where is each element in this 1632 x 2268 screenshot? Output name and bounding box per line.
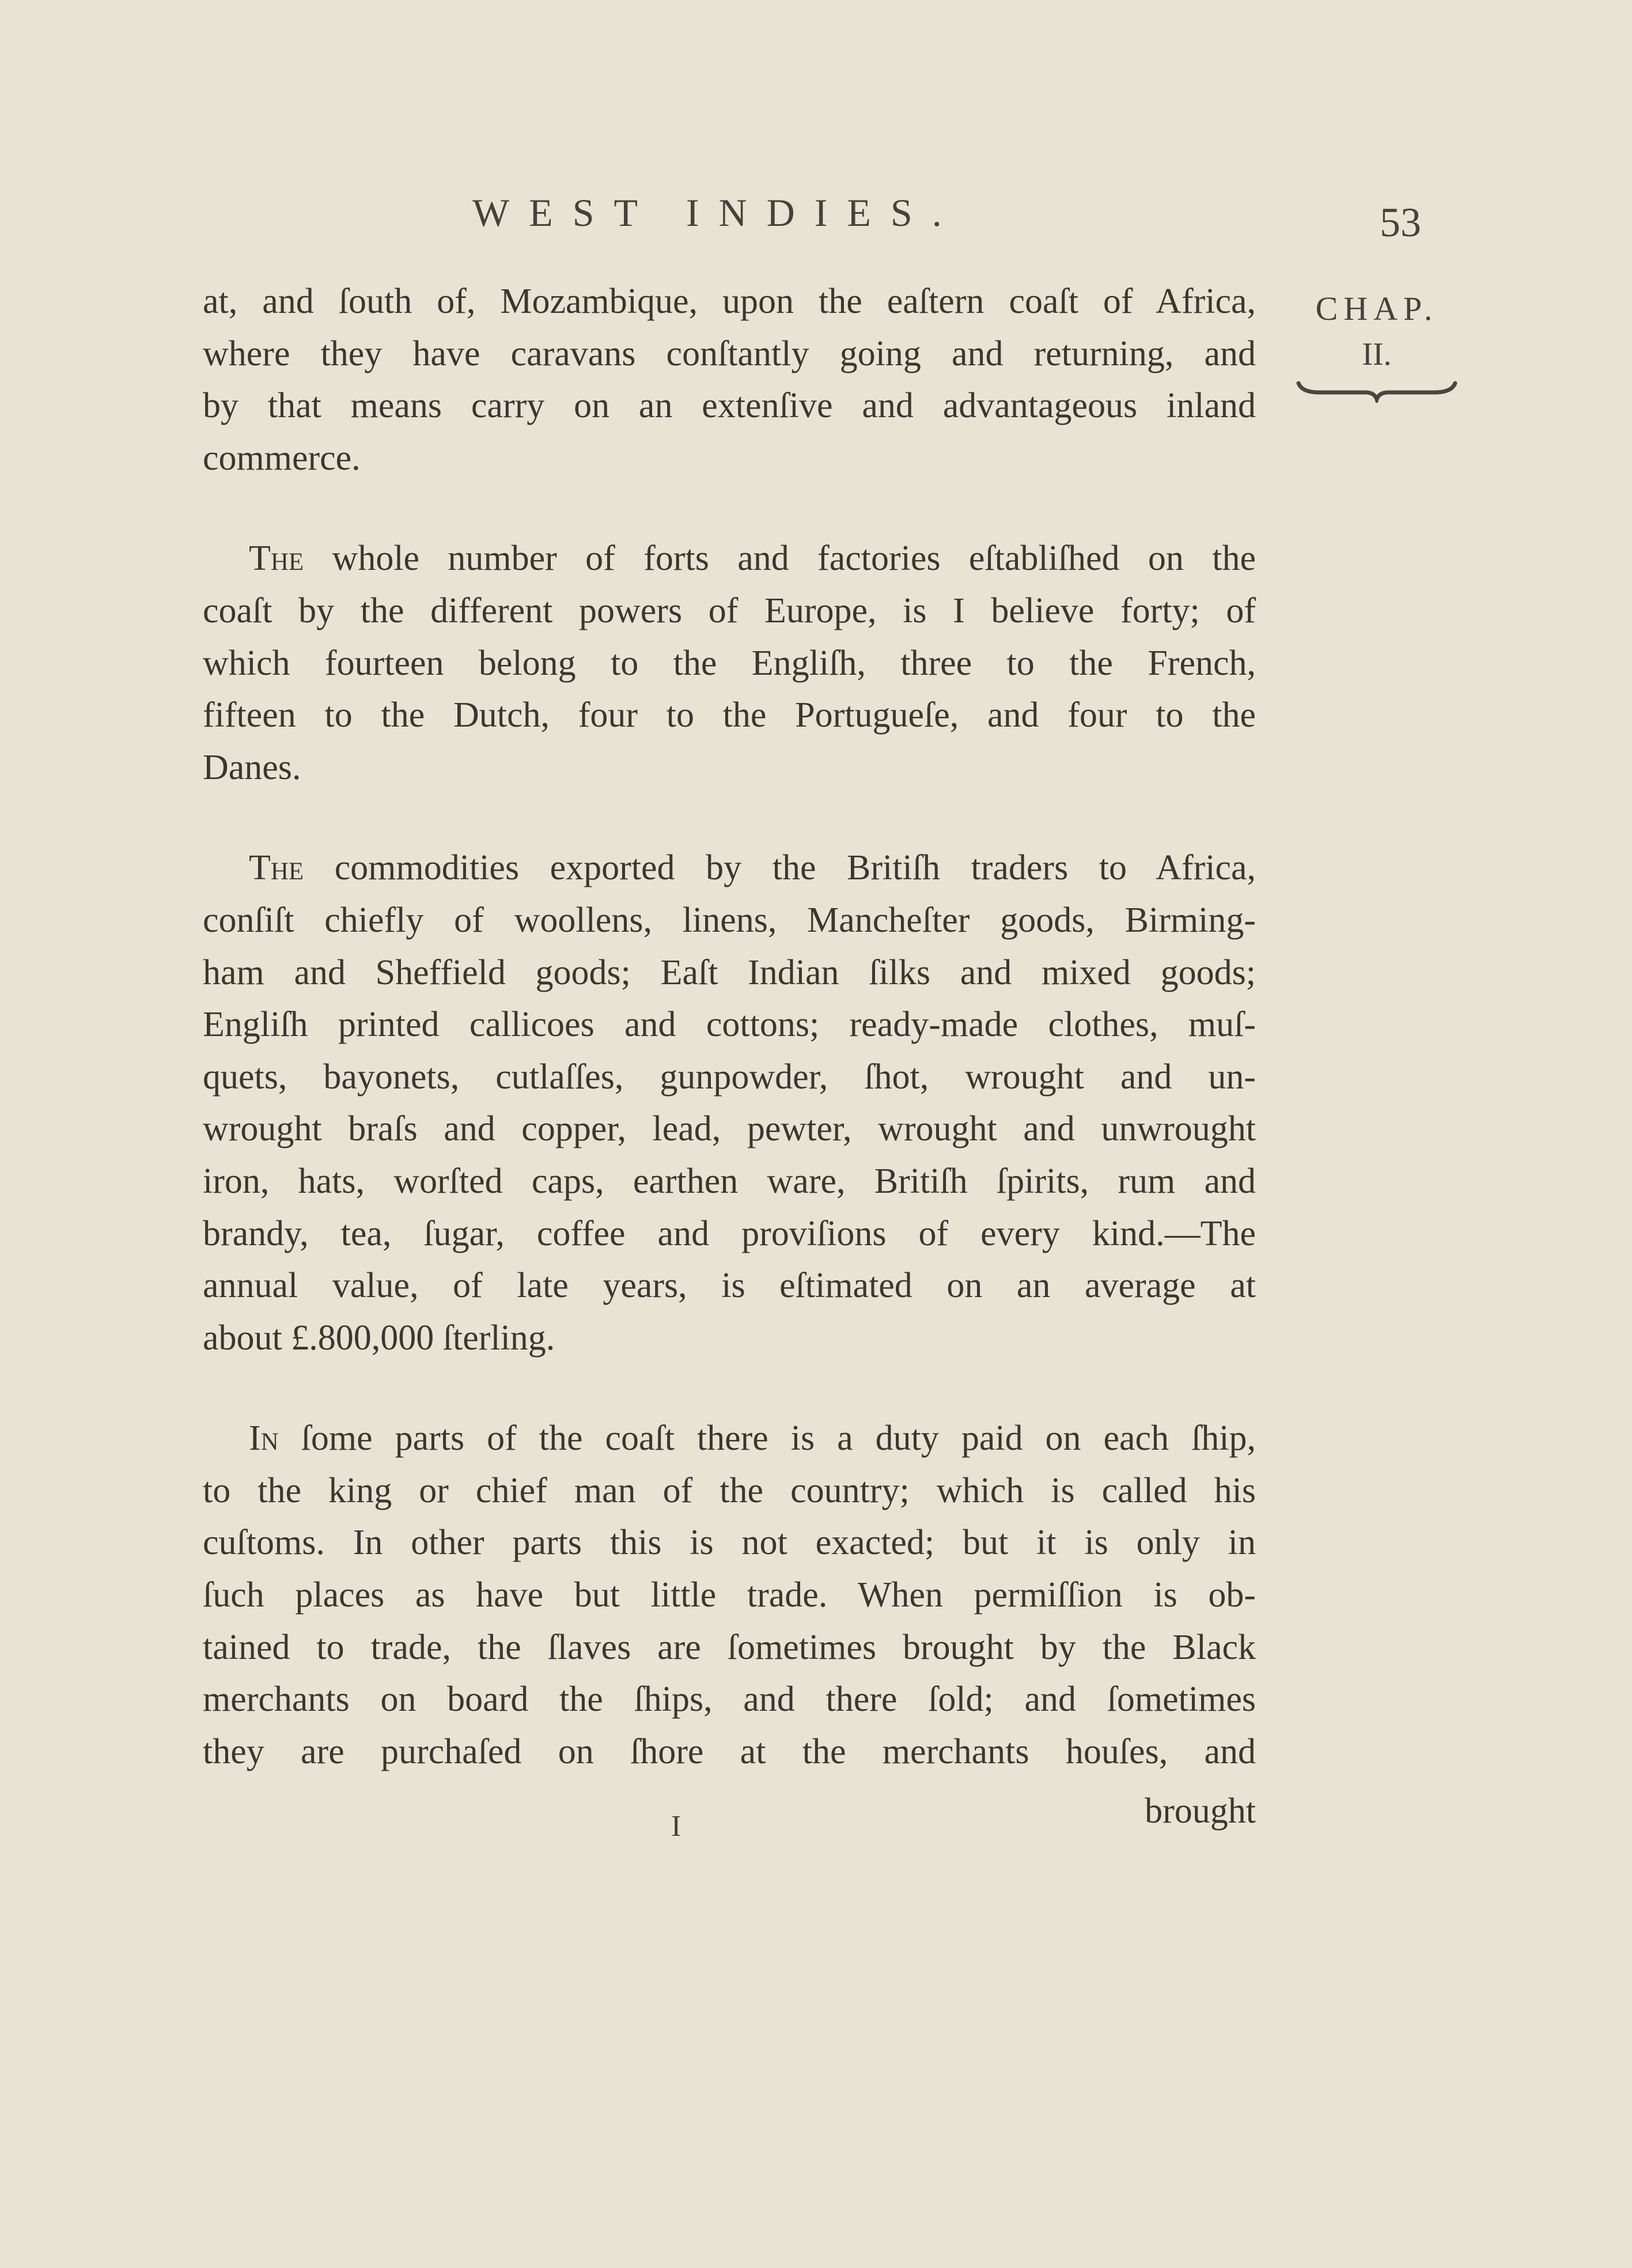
text-line: Engliſh printed callicoes and cottons; ready-made clothes, muſ- bbox=[203, 1005, 1256, 1045]
paragraph-mozambique-commerce bbox=[203, 275, 1256, 484]
text-line: about £.800,000 ſterling. bbox=[203, 1318, 555, 1358]
text-line: quets, bayonets, cutlaſſes, gunpowder, ſhot, wrought and un- bbox=[203, 1057, 1256, 1097]
text-line: to the king or chief man of the country; which is called his bbox=[203, 1471, 1256, 1510]
lead-word: The bbox=[249, 848, 304, 888]
lead-word: The bbox=[249, 539, 304, 579]
brace-ornament bbox=[1296, 380, 1457, 403]
text-line: tained to trade, the ſlaves are ſometimes brought by the Black bbox=[203, 1627, 1256, 1667]
text-line: annual value, of late years, is eſtimated on an average at bbox=[203, 1266, 1256, 1306]
paragraph-forts-and-factories bbox=[203, 532, 1256, 793]
text-line: which fourteen belong to the Engliſh, three to the French, bbox=[203, 643, 1256, 683]
text-line: merchants on board the ſhips, and there ſold; and ſometimes bbox=[203, 1680, 1256, 1719]
catchword: brought bbox=[1145, 1791, 1256, 1831]
text-line: ham and Sheffield goods; Eaſt Indian ſilks and mixed goods; bbox=[203, 952, 1256, 992]
text-line: by that means carry on an extenſive and advantageous inland bbox=[203, 386, 1256, 426]
chapter-number: II. bbox=[1362, 337, 1392, 372]
text-line: iron, hats, worſted caps, earthen ware, Britiſh ſpirits, rum and bbox=[203, 1161, 1256, 1201]
text-line: where they have caravans conſtantly going and returning, and bbox=[203, 334, 1256, 373]
text-line: conſiſt chiefly of woollens, linens, Mancheſter goods, Birming- bbox=[203, 900, 1256, 940]
lead-word: In bbox=[249, 1419, 279, 1458]
text-line: Danes. bbox=[203, 747, 301, 787]
paragraph-customs-and-trade bbox=[203, 1412, 1256, 1778]
text-line: The commodities exported by the Britiſh traders to Africa, bbox=[249, 848, 1256, 888]
chapter-margin-note bbox=[1296, 285, 1457, 403]
text-line: cuſtoms. In other parts this is not exacted; but it is only in bbox=[203, 1523, 1256, 1563]
text-line: at, and ſouth of, Mozambique, upon the eaſtern coaſt of Africa, bbox=[203, 282, 1256, 321]
text-line: fifteen to the Dutch, four to the Portugueſe, and four to the bbox=[203, 695, 1256, 735]
text-line: commerce. bbox=[203, 438, 361, 478]
signature-mark: I bbox=[671, 1810, 681, 1843]
text-line: The whole number of forts and factories eſtabliſhed on the bbox=[249, 539, 1256, 579]
text-line: wrought braſs and copper, lead, pewter, wrought and unwrought bbox=[203, 1109, 1256, 1149]
paragraph-british-commodities bbox=[203, 842, 1256, 1364]
chapter-label: CHAP. bbox=[1315, 290, 1438, 327]
text-line: coaſt by the different powers of Europe, is I believe forty; of bbox=[203, 591, 1256, 630]
text-line: brandy, tea, ſugar, coffee and proviſions of every kind.—The bbox=[203, 1214, 1256, 1253]
running-head: WEST INDIES. bbox=[472, 191, 961, 235]
text-line: they are purchaſed on ſhore at the merchants houſes, and bbox=[203, 1732, 1256, 1771]
page-number: 53 bbox=[1380, 199, 1421, 245]
text-line: In ſome parts of the coaſt there is a duty paid on each ſhip, bbox=[249, 1419, 1256, 1458]
text-line: ſuch places as have but little trade. When permiſſion is ob- bbox=[203, 1575, 1256, 1615]
body-text bbox=[203, 275, 1256, 1778]
